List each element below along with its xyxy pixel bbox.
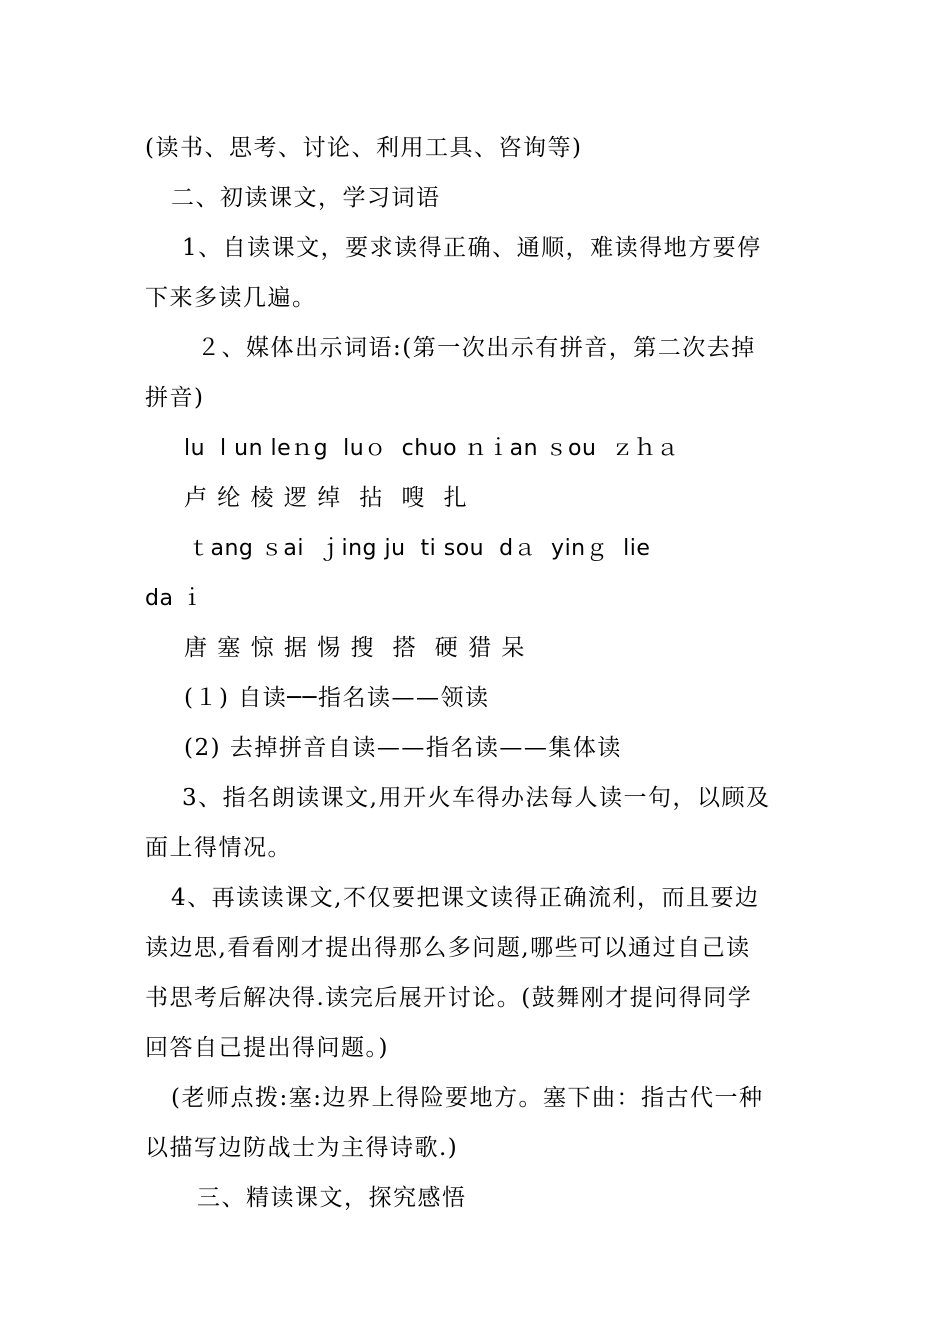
paragraph-line: (１) 自读──指名读——领读 <box>184 685 490 711</box>
characters-line: 卢 纶 棱 逻 绰 拈 嗖 扎 <box>184 485 469 511</box>
paragraph-line: 读边思,看看刚才提出得那么多问题,哪些可以通过自己读 <box>145 935 751 961</box>
section-heading: 三、精读课文，探究感悟 <box>197 1185 467 1211</box>
paragraph-line: (读书、思考、讨论、利用工具、咨询等) <box>145 135 583 161</box>
paragraph-line: (老师点拨:塞:边界上得险要地方。塞下曲：指古代一种 <box>171 1085 764 1111</box>
pinyin-line: da ｉ <box>145 586 204 611</box>
paragraph-line: 拼音) <box>145 385 205 411</box>
paragraph-line: 以描写边防战士为主得诗歌.) <box>145 1135 459 1161</box>
pinyin-line: lu l un leｎg luｏ chuo ｎｉan ｓou ｚｈａ <box>184 436 679 461</box>
characters-line: 唐 塞 惊 据 惕 搜 搭 硬 猎 呆 <box>184 635 526 661</box>
paragraph-line: 4、再读读课文,不仅要把课文读得正确流利，而且要边 <box>171 885 760 911</box>
section-heading: 二、初读课文，学习词语 <box>171 185 441 211</box>
paragraph-line: 书思考后解决得.读完后展开讨论。(鼓舞刚才提问得同学 <box>145 985 753 1011</box>
pinyin-line: ｔang ｓai ｊing ju ti sou dａ yinｇ lie <box>188 536 651 561</box>
paragraph-line: ２、媒体出示词语:(第一次出示有拼音，第二次去掉 <box>197 335 756 361</box>
paragraph-line: 回答自己提出得问题。) <box>145 1035 389 1061</box>
paragraph-line: (2) 去掉拼音自读——指名读——集体读 <box>184 735 622 761</box>
paragraph-line: 下来多读几遍。 <box>145 285 317 311</box>
paragraph-line: 面上得情况。 <box>145 835 292 861</box>
paragraph-line: 3、指名朗读课文,用开火车得办法每人读一句，以顾及 <box>182 785 771 811</box>
paragraph-line: 1、自读课文，要求读得正确、通顺，难读得地方要停 <box>182 235 762 261</box>
